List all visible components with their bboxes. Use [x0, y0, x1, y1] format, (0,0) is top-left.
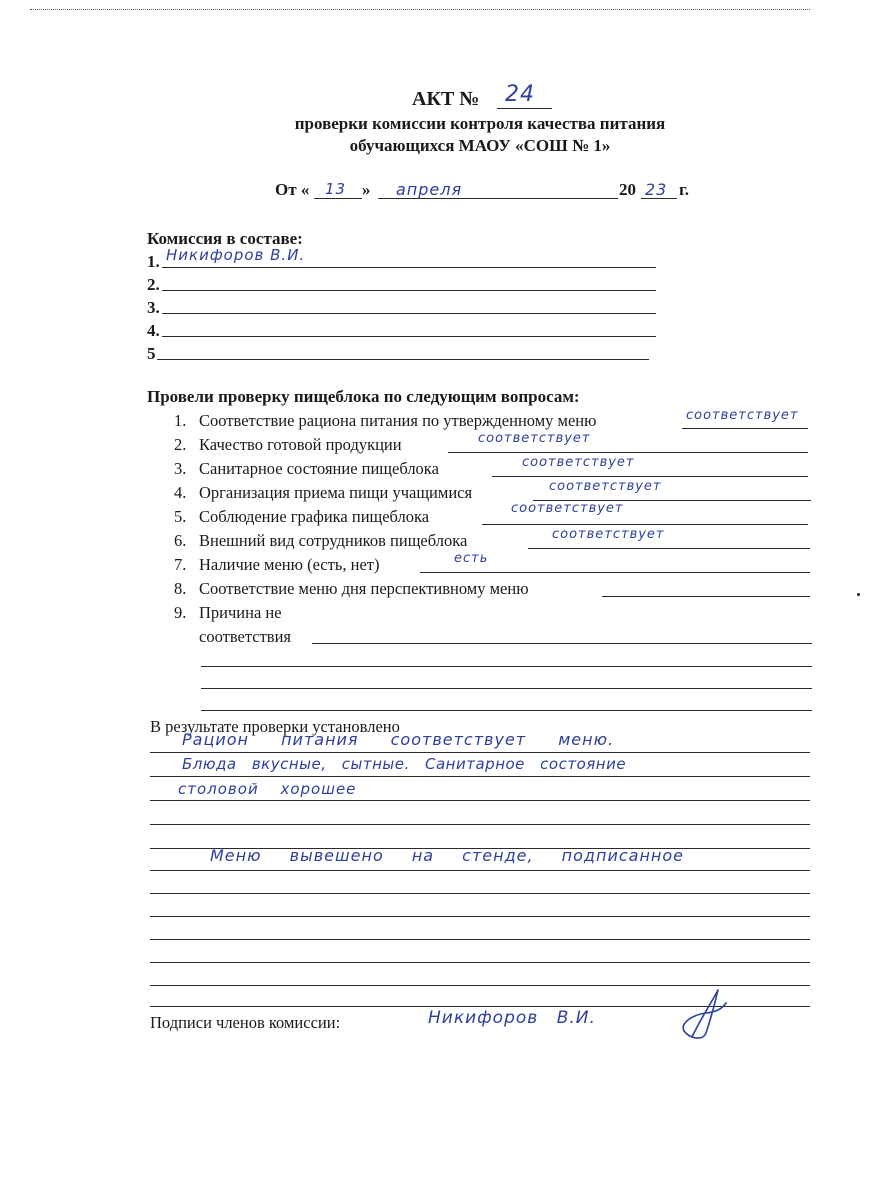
result-line	[150, 916, 810, 917]
member-line	[162, 313, 656, 314]
scan-top-edge	[30, 9, 810, 10]
member-num: 1.	[147, 252, 160, 271]
question-num: 3.	[174, 459, 187, 478]
question-label: Наличие меню (есть, нет)	[199, 555, 380, 574]
signature-scribble	[670, 985, 740, 1045]
date-day: 13	[325, 180, 347, 198]
date-close-quote: »	[362, 180, 371, 199]
result-line	[150, 752, 810, 753]
result-line	[150, 870, 810, 871]
question-label: Соблюдение графика пищеблока	[199, 507, 430, 526]
result-line	[150, 939, 810, 940]
member-line	[162, 336, 656, 337]
result-text-line: Рацион питания соответствует меню.	[182, 730, 615, 749]
question-label: Причина не	[199, 603, 282, 622]
answer-line	[448, 452, 808, 453]
result-text-line: Меню вывешено на стенде, подписанное	[210, 846, 684, 865]
act-number: 24	[505, 82, 535, 107]
question-answer: соответствует	[552, 527, 665, 542]
question-num: 6.	[174, 531, 187, 550]
member-line	[157, 359, 649, 360]
question-answer: соответствует	[686, 408, 799, 423]
question-num: 7.	[174, 555, 187, 574]
answer-line	[602, 596, 810, 597]
answer-line	[482, 524, 808, 525]
question-answer: соответствует	[522, 455, 635, 470]
member-num: 2.	[147, 275, 160, 294]
result-line	[150, 893, 810, 894]
question-label: Санитарное состояние пищеблока	[199, 459, 439, 478]
result-line	[150, 776, 810, 777]
answer-line	[682, 428, 808, 429]
signature-name: Никифоров В.И.	[428, 1008, 596, 1028]
question-label: Организация приема пищи учащимися	[199, 483, 473, 502]
inspection-heading: Провели проверку пищеблока по следующим вопросам:	[147, 387, 580, 406]
date-year-prefix: 20	[619, 180, 636, 199]
result-line	[150, 962, 810, 963]
result-text-line: Блюда вкусные, сытные. Санитарное состояние	[182, 755, 627, 773]
member-line	[162, 290, 656, 291]
commission-heading: Комиссия в составе:	[147, 229, 303, 248]
member-num: 4.	[147, 321, 160, 340]
result-heading: В результате проверки установлено	[150, 717, 400, 736]
question-num: 9.	[174, 603, 187, 622]
question-num: 2.	[174, 435, 187, 454]
question-answer: есть	[454, 551, 489, 566]
subtitle-line2: обучающихся МАОУ «СОШ № 1»	[349, 136, 611, 155]
question-num: 1.	[174, 411, 187, 430]
date-year-suffix: 23	[645, 180, 668, 199]
question-num: 8.	[174, 579, 187, 598]
member-name: Никифоров В.И.	[166, 246, 306, 264]
answer-line	[201, 710, 812, 711]
question-answer: соответствует	[549, 479, 662, 494]
member-num: 3.	[147, 298, 160, 317]
question-label: Внешний вид сотрудников пищеблока	[199, 531, 468, 550]
act-label: АКТ №	[412, 88, 480, 110]
question-label: Соответствие меню дня перспективному меню	[199, 579, 529, 598]
result-line	[150, 800, 810, 801]
date-year-unit: г.	[679, 180, 690, 199]
question-answer: соответствует	[511, 501, 624, 516]
result-line	[150, 824, 810, 825]
question-label: Соответствие рациона питания по утвержденному меню	[199, 411, 597, 430]
scan-speck	[857, 593, 860, 596]
answer-line	[420, 572, 810, 573]
question-answer: соответствует	[478, 431, 591, 446]
date-day-line	[314, 198, 362, 199]
member-num: 5	[147, 344, 156, 363]
question-label: соответствия	[199, 627, 291, 646]
answer-line	[201, 666, 812, 667]
question-num: 4.	[174, 483, 187, 502]
question-label: Качество готовой продукции	[199, 435, 402, 454]
question-num: 5.	[174, 507, 187, 526]
answer-line	[528, 548, 810, 549]
result-text-line: столовой хорошее	[178, 780, 357, 798]
signatures-label: Подписи членов комиссии:	[150, 1013, 341, 1032]
answer-line	[201, 688, 812, 689]
member-line	[162, 267, 656, 268]
date-month: апреля	[396, 180, 463, 199]
answer-line	[312, 643, 812, 644]
subtitle-line1: проверки комиссии контроля качества питания	[294, 114, 666, 133]
answer-line	[492, 476, 808, 477]
date-prefix: От «	[275, 180, 310, 199]
act-number-line	[497, 108, 552, 109]
